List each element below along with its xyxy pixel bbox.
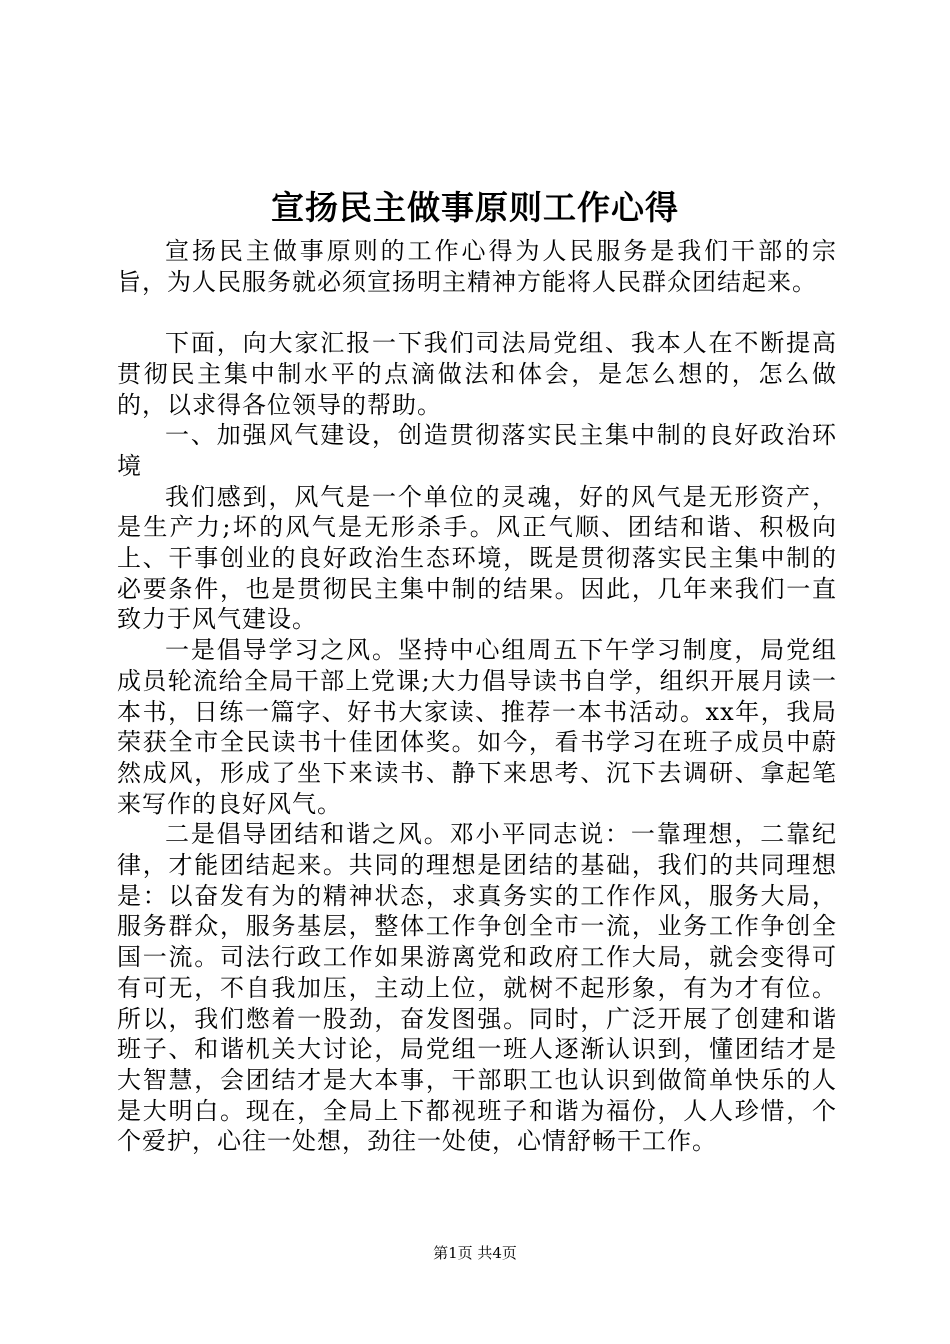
document-title: 宣扬民主做事原则工作心得	[271, 188, 679, 227]
document-body	[117, 236, 837, 1157]
paragraph-report: 下面，向大家汇报一下我们司法局党组、我本人在不断提高贯彻民主集中制水平的点滴做法和体会，是怎么想的，怎么做的，以求得各位领导的帮助。	[117, 329, 837, 419]
paragraph-atmosphere: 我们感到，风气是一个单位的灵魂，好的风气是无形资产，是生产力;坏的风气是无形杀手。风正气顺、团结和谐、积极向上、干事创业的良好政治生态环境，既是贯彻落实民主集中制的必要条件，也是贯彻民主集中制的结果。因此，几年来我们一直致力于风气建设。	[117, 482, 837, 634]
paragraph-unity: 二是倡导团结和谐之风。邓小平同志说：一靠理想，二靠纪律，才能团结起来。共同的理想是团结的基础，我们的共同理想是：以奋发有为的精神状态，求真务实的工作作风，服务大局，服务群众，服务基层，整体工作争创全市一流，业务工作争创全国一流。司法行政工作如果游离党和政府工作大局，就会变得可有可无，不自我加压，主动上位，就树不起形象，有为才有位。所以，我们憋着一股劲，奋发图强。同时，广泛开展了创建和谐班子、和谐机关大讨论，局党组一班人逐渐认识到，懂团结才是大智慧，会团结才是大本事，干部职工也认识到做简单快乐的人是大明白。现在，全局上下都视班子和谐为福份，人人珍惜，个个爱护，心往一处想，劲往一处使，心情舒畅干工作。	[117, 820, 837, 1156]
paragraph-learning: 一是倡导学习之风。坚持中心组周五下午学习制度，局党组成员轮流给全局干部上党课;大力倡导读书自学，组织开展月读一本书，日练一篇字、好书大家读、推荐一本书活动。xx年，我局荣获全市全民读书十佳团体奖。如今，看书学习在班子成员中蔚然成风，形成了坐下来读书、静下来思考、沉下去调研、拿起笔来写作的良好风气。	[117, 636, 837, 818]
paragraph-intro: 宣扬民主做事原则的工作心得为人民服务是我们干部的宗旨，为人民服务就必须宣扬明主精神方能将人民群众团结起来。	[117, 237, 837, 296]
page-footer: 第1页 共4页	[433, 1244, 517, 1262]
section-heading-1: 一、加强风气建设，创造贯彻落实民主集中制的良好政治环境	[117, 421, 837, 480]
